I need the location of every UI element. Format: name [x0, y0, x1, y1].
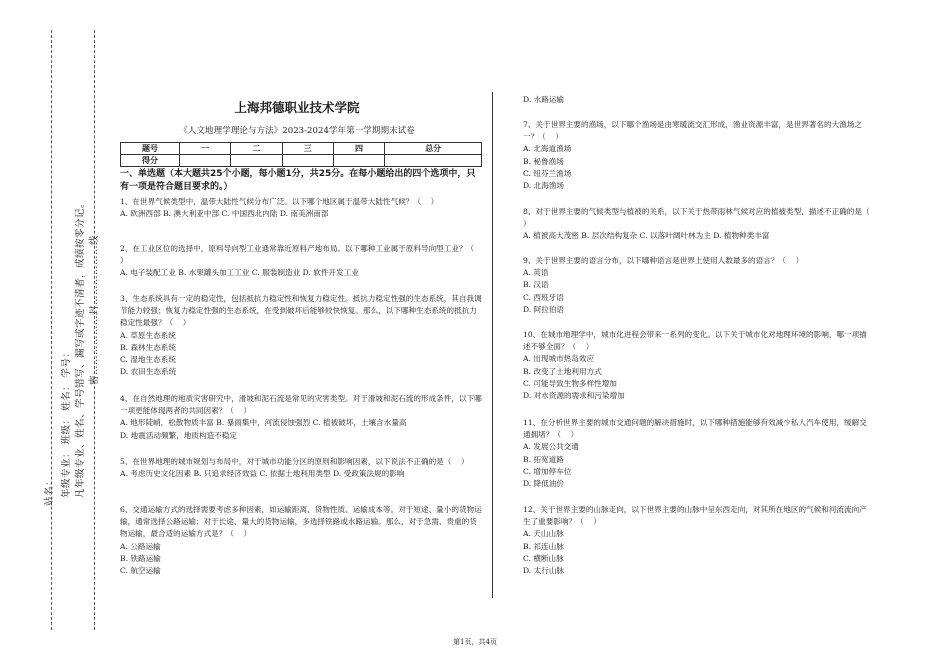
question-2: [120, 243, 484, 280]
question-option: A. 北海道渔场: [523, 144, 572, 154]
question-option: D. 对水资源的需求和污染增加: [523, 391, 625, 401]
cut-line-1: [51, 30, 52, 630]
question-option: D. 太行山脉: [523, 566, 565, 576]
question-option: D. 阿拉伯语: [523, 304, 565, 314]
question-8: [523, 206, 880, 243]
question-option: A. 天山山脉: [523, 529, 564, 539]
question-option: B. 铁路运输: [120, 553, 161, 563]
score-header-cell: 一: [180, 143, 231, 155]
question-11: [523, 417, 873, 490]
question-option: D. 地震活动频繁，地质构造不稳定: [120, 430, 237, 440]
question-option: A. 出现城市热岛效应: [523, 354, 595, 364]
question-4: [120, 393, 484, 442]
question-stem: 4、在自然地理的地质灾害研究中，滑坡和泥石流是常见的灾害类型。对于滑坡和泥石流的形成条件，以下哪一项更能体现两者的共同因素？（ ）: [120, 394, 482, 416]
question-option: B. 森林生态系统: [120, 342, 176, 352]
question-option: D. 北海渔场: [523, 181, 565, 191]
question-option: B. 秘鲁渔场: [523, 156, 564, 166]
question-option: A. 英语: [523, 268, 549, 278]
question-5: [120, 456, 484, 480]
score-header-cell: 四: [333, 143, 384, 155]
score-header-cell: 总分: [385, 143, 482, 155]
question-options: A. 考虑历史文化因素 B. 只追求经济效益 C. 依据土地利用类型 D. 受政策法规的影响: [120, 469, 405, 479]
question-option: B. 改变了土地利用方式: [523, 366, 602, 376]
student-info-line: 年级专业： 班级： 姓名： 学号：: [61, 347, 72, 498]
question-option: D. 农田生态系统: [120, 367, 177, 377]
school-name: 上海邦德职业技术学院: [234, 100, 360, 115]
binding-strip: [0, 0, 108, 672]
station-label: 站名：: [44, 475, 55, 506]
question-option: D. 降低油价: [523, 479, 565, 489]
question-options: A. 欧洲西部 B. 澳大利亚中部 C. 中国西北内陆 D. 南美洲南部: [120, 209, 329, 219]
question-option: C. 可能导致生物多样性增加: [523, 378, 617, 388]
question-stem: 2、在工业区位的选择中，原料导向型工业通常靠近原料产地布局。以下哪种工业属于原料导向型工业？（ ）: [120, 244, 484, 266]
score-cell: [282, 155, 333, 167]
question-option: B. 祁连山脉: [523, 541, 564, 551]
cut-line-2: [94, 30, 95, 630]
question-6-continued: [523, 94, 873, 106]
page-footer: 第1页，共4页: [453, 638, 497, 646]
score-header-cell: 题号: [121, 143, 180, 155]
question-option: A. 草原生态系统: [120, 330, 176, 340]
score-table-row: [121, 155, 482, 167]
score-cell: [333, 155, 384, 167]
question-stem: 3、生态系统具有一定的稳定性，包括抵抗力稳定性和恢复力稳定性。抵抗力稳定性强的生态系统，其自我调节能力较强；恢复力稳定性强的生态系统，在受到破坏后能够较快恢复。那么，以下哪种生态系统的抵抗力稳定性最强？（ ）: [120, 294, 482, 328]
question-7: [523, 119, 873, 192]
score-table-header-row: [121, 143, 482, 155]
score-header-cell: 二: [231, 143, 282, 155]
question-option: C. 横断山脉: [523, 553, 564, 563]
question-option: A. 地形陡峭，松散物质丰富 B. 暴雨集中，河流侵蚀强烈 C. 植被破坏，土壤含水量高: [120, 418, 407, 428]
question-option: C. 西班牙语: [523, 292, 564, 302]
question-12: [523, 504, 873, 577]
score-cell: [180, 155, 231, 167]
score-row-label: 得分: [121, 155, 180, 167]
section-title: 一、单选题（本大题共25个小题，每小题1分，共25分。在每小题给出的四个选项中，只有一项是符合题目要求的。）: [120, 169, 476, 192]
score-header-cell: 三: [282, 143, 333, 155]
question-option: C. 湿地生态系统: [120, 355, 176, 365]
column-divider: [492, 92, 493, 598]
question-options: A. 电子装配工业 B. 水果罐头加工工业 C. 服装制造业 D. 软件开发工业: [120, 268, 359, 278]
exam-title: 《人文地理学理论与方法》2023-2024学年第一学期期末试卷: [179, 126, 415, 136]
question-options: A. 植被高大茂密 B. 层次结构复杂 C. 以落叶阔叶林为主 D. 植物种类丰富: [523, 231, 770, 241]
question-6: [120, 504, 484, 577]
question-option: A. 公路运输: [120, 541, 161, 551]
question-option: D. 水路运输: [523, 95, 565, 104]
question-stem: 8、对于世界主要的气候类型与植被的关系，以下关于热带雨林气候对应的植被类型，描述不正确的是（ ）: [523, 207, 880, 229]
warning-line: 凡年级专业、姓名、学号错写、漏写或字迹不清者，成绩按零分记。: [75, 197, 86, 498]
question-stem: 5、在世界地理的城市规划与布局中，对于城市功能分区的原则和影响因素，以下说法不正确的是（ ）: [120, 457, 469, 466]
question-stem: 7、关于世界主要的渔场，以下哪个渔场是由寒暖流交汇形成，渔业资源丰富，是世界著名的大渔场之一？（ ）: [523, 120, 862, 142]
question-3: [120, 293, 484, 378]
question-option: B. 汉语: [523, 280, 549, 290]
score-table: [120, 142, 482, 167]
seal-line: 密………………封………………线: [89, 234, 100, 385]
question-stem: 10、在城市地理学中，城市化进程会带来一系列的变化。以下关于城市化对地理环境的影响，哪一项描述不够全面？（ ）: [523, 330, 867, 352]
question-9: [523, 255, 873, 316]
question-stem: 11、在分析世界主要的城市交通问题的解决措施时，以下哪种措施能够有效减少私人汽车使用，缓解交通拥堵？（ ）: [523, 418, 867, 440]
question-1: [120, 196, 484, 220]
question-option: A. 发展公共交通: [523, 442, 579, 452]
question-stem: 12、关于世界主要的山脉走向，以下世界主要的山脉中呈东西走向，对其所在地区的气候和河流流向产生了重要影响？（ ）: [523, 505, 867, 527]
score-cell: [385, 155, 482, 167]
score-cell: [231, 155, 282, 167]
question-stem: 1、在世界气候类型中，温带大陆性气候分布广泛。以下哪个地区属于温带大陆性气候？（ ）: [120, 197, 439, 206]
question-option: C. 增加停车位: [523, 466, 572, 476]
question-option: C. 纽芬兰渔场: [523, 168, 572, 178]
question-10: [523, 329, 873, 402]
question-stem: 9、关于世界主要的语言分布，以下哪种语言是世界上使用人数最多的语言？（ ）: [523, 256, 804, 265]
question-option: B. 拓宽道路: [523, 454, 564, 464]
question-option: C. 航空运输: [120, 566, 161, 576]
question-stem: 6、交通运输方式的选择需要考虑多种因素，如运输距离、货物性质、运输成本等。对于短途、量小的货物运输，通常选择公路运输；对于长途、量大的货物运输，多选择铁路或水路运输。那么，对于急需、贵重的货物运输，最合适的运输方式是？（ ）: [120, 505, 482, 539]
